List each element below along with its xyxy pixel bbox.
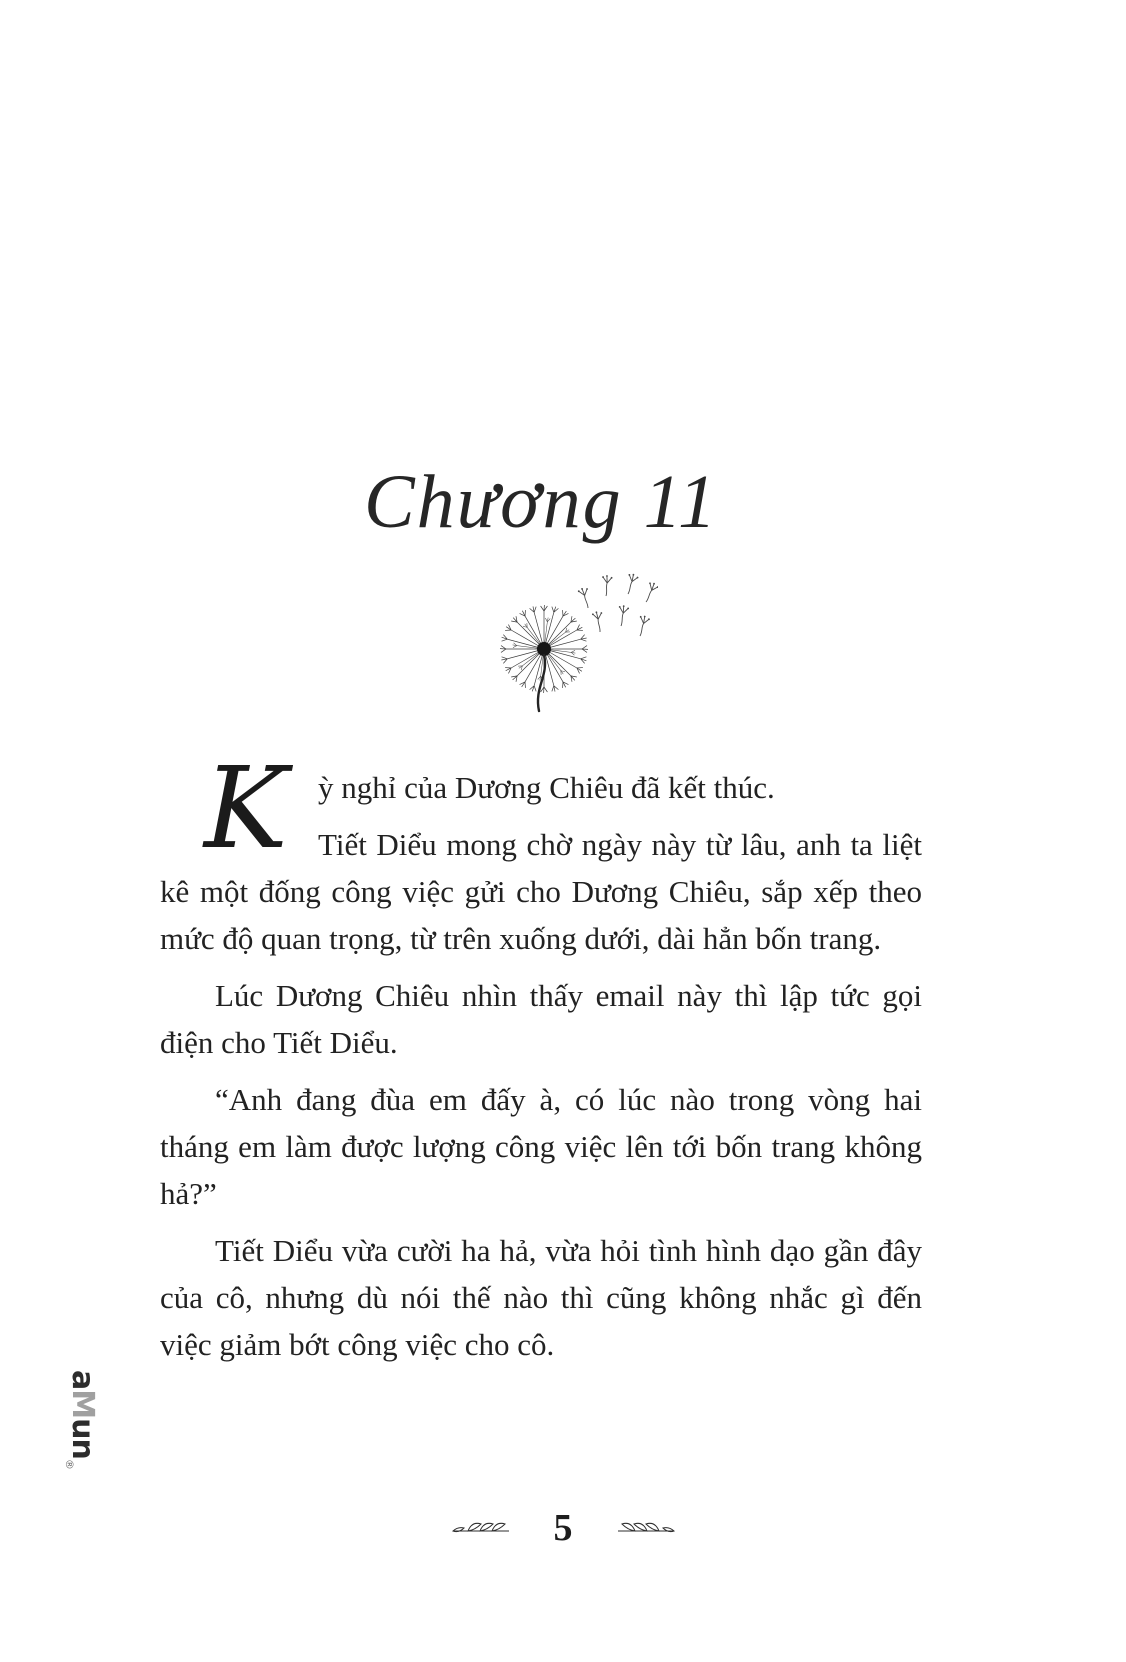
paragraph xyxy=(160,1227,922,1368)
leaf-flourish-left-icon xyxy=(452,1517,510,1539)
publisher-logo-text xyxy=(63,1370,100,1478)
leaf-flourish-right-icon xyxy=(617,1517,675,1539)
paragraph xyxy=(160,972,922,1066)
dandelion-illustration xyxy=(448,556,658,714)
paragraph-text: Tiết Diểu mong chờ ngày này từ lâu, anh ta liệt kê một đống công việc gửi cho Dương Chiêu, sắp xếp theo mức độ quan trọng, từ trên xuống dưới, dài hẳn bốn trang. xyxy=(160,827,922,956)
logo-letter-m: M xyxy=(65,1389,100,1419)
page-number: 5 xyxy=(553,1507,573,1549)
paragraph-text: ỳ nghỉ của Dương Chiêu đã kết thúc. xyxy=(318,770,775,805)
paragraph-text: Tiết Diểu vừa cười ha hả, vừa hỏi tình hình dạo gần đây của cô, nhưng dù nói thế nào thì cũng không nhắc gì đến việc giảm bớt công việc cho cô. xyxy=(160,1233,922,1362)
logo-letters-un: un xyxy=(65,1418,100,1459)
publisher-logo xyxy=(63,1370,100,1478)
dandelion-icon xyxy=(448,556,658,714)
paragraph-dialogue xyxy=(160,1076,922,1217)
body-text xyxy=(160,744,922,1378)
paragraph-opening xyxy=(160,744,922,874)
dropcap-container xyxy=(160,744,318,874)
logo-letter-a: a xyxy=(65,1370,100,1390)
paragraph-text: Lúc Dương Chiêu nhìn thấy email này thì lập tức gọi điện cho Tiết Diểu. xyxy=(160,978,922,1060)
chapter-title: Chương 11 xyxy=(363,460,719,544)
page-footer xyxy=(0,1506,1126,1550)
paragraph-text: “Anh đang đùa em đấy à, có lúc nào trong vòng hai tháng em làm được lượng công việc lên tới bốn trang không hả?” xyxy=(160,1082,922,1211)
dropcap-k: K xyxy=(204,744,288,874)
registered-trademark-icon: ® xyxy=(63,1458,76,1469)
